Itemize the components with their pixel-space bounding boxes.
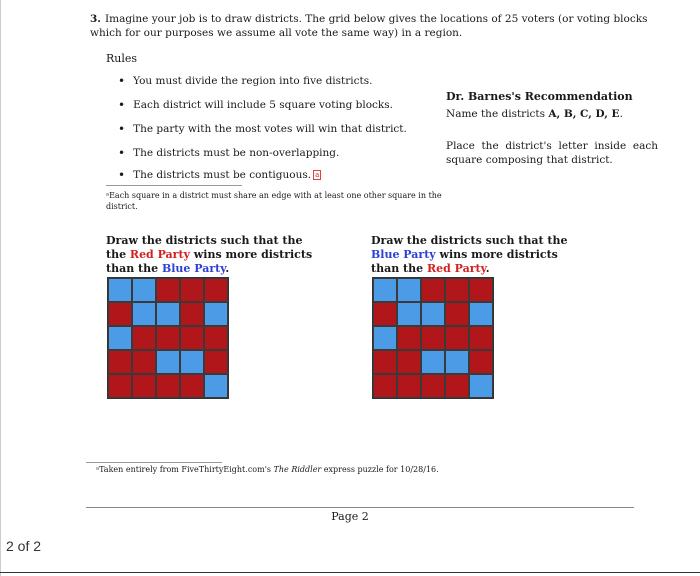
grid-cell[interactable] — [445, 374, 469, 398]
grid-cell[interactable] — [397, 278, 421, 302]
grid-cell[interactable] — [156, 326, 180, 350]
bullet-icon: • — [118, 98, 126, 112]
footnote-link[interactable]: a — [315, 171, 320, 179]
footnote-divider — [86, 462, 222, 463]
grid-cell[interactable] — [421, 278, 445, 302]
grid-cell[interactable] — [204, 302, 228, 326]
grid-cell[interactable] — [373, 350, 397, 374]
voter-grid-right[interactable] — [372, 277, 494, 399]
grid-cell[interactable] — [373, 326, 397, 350]
footnote-contiguous: ᵃEach square in a district must share an edge with at least one other square in the district. — [106, 191, 442, 211]
problem-text: Imagine your job is to draw districts. The grid below gives the locations of 25 voters (or voting blocks which for our purposes we assume all vote the same way) in a region. — [90, 13, 648, 39]
grid-cell[interactable] — [180, 326, 204, 350]
viewer-divider — [0, 572, 700, 573]
grid-cell[interactable] — [421, 374, 445, 398]
grid-cell[interactable] — [421, 350, 445, 374]
left-task-caption: Draw the districts such that the the Red Party wins more districts than the Blue Party. — [106, 234, 313, 275]
grid-cell[interactable] — [180, 278, 204, 302]
recommendation-title: Dr. Barnes's Recommendation — [446, 90, 633, 103]
grid-cell[interactable] — [469, 278, 493, 302]
grid-cell[interactable] — [108, 374, 132, 398]
grid-cell[interactable] — [108, 302, 132, 326]
grid-cell[interactable] — [421, 302, 445, 326]
grid-cell[interactable] — [373, 302, 397, 326]
grid-cell[interactable] — [445, 302, 469, 326]
grid-cell[interactable] — [397, 350, 421, 374]
grid-cell[interactable] — [397, 302, 421, 326]
recommendation-names: Name the districts A, B, C, D, E. — [446, 108, 623, 120]
grid-cell[interactable] — [156, 374, 180, 398]
recommendation-instructions: Place the district's letter inside each square composing that district. — [446, 140, 658, 166]
page-indicator: 2 of 2 — [6, 538, 42, 554]
bullet-icon: • — [118, 122, 126, 136]
problem-statement — [90, 12, 650, 40]
grid-cell[interactable] — [180, 350, 204, 374]
grid-cell[interactable] — [132, 302, 156, 326]
grid-cell[interactable] — [108, 326, 132, 350]
footnote-source: ᵃTaken entirely from FiveThirtyEight.com's The Riddler express puzzle for 10/28/16. — [96, 465, 439, 474]
footnote-divider — [106, 185, 242, 186]
grid-cell[interactable] — [132, 374, 156, 398]
rule-item: • The districts must be non-overlapping. — [118, 146, 340, 160]
bullet-icon: • — [118, 146, 126, 160]
right-task-caption: Draw the districts such that the Blue Party wins more districts than the Red Party. — [371, 234, 568, 275]
grid-cell[interactable] — [108, 350, 132, 374]
grid-cell[interactable] — [132, 350, 156, 374]
grid-cell[interactable] — [156, 302, 180, 326]
grid-cell[interactable] — [469, 302, 493, 326]
grid-cell[interactable] — [156, 350, 180, 374]
page-number: Page 2 — [331, 510, 369, 523]
page-edge — [0, 0, 1, 576]
voter-grid-left[interactable] — [107, 277, 229, 399]
grid-cell[interactable] — [132, 326, 156, 350]
grid-cell[interactable] — [397, 326, 421, 350]
grid-cell[interactable] — [373, 278, 397, 302]
grid-cell[interactable] — [180, 374, 204, 398]
grid-cell[interactable] — [373, 374, 397, 398]
grid-cell[interactable] — [469, 374, 493, 398]
grid-cell[interactable] — [445, 350, 469, 374]
rule-item: • You must divide the region into five districts. — [118, 74, 373, 88]
rule-item: • Each district will include 5 square voting blocks. — [118, 98, 394, 112]
problem-number: 3. — [90, 13, 101, 25]
page-divider — [86, 507, 634, 508]
grid-cell[interactable] — [204, 374, 228, 398]
grid-cell[interactable] — [469, 350, 493, 374]
grid-cell[interactable] — [397, 374, 421, 398]
grid-cell[interactable] — [204, 278, 228, 302]
rule-item: • The districts must be contiguous. a — [118, 168, 320, 182]
grid-cell[interactable] — [421, 326, 445, 350]
grid-cell[interactable] — [445, 278, 469, 302]
grid-cell[interactable] — [204, 350, 228, 374]
grid-cell[interactable] — [108, 278, 132, 302]
bullet-icon: • — [118, 168, 126, 182]
grid-cell[interactable] — [156, 278, 180, 302]
grid-cell[interactable] — [180, 302, 204, 326]
grid-cell[interactable] — [469, 326, 493, 350]
bullet-icon: • — [118, 74, 126, 88]
rule-item: • The party with the most votes will win that district. — [118, 122, 407, 136]
grid-cell[interactable] — [204, 326, 228, 350]
grid-cell[interactable] — [132, 278, 156, 302]
rules-heading: Rules — [106, 52, 138, 65]
grid-cell[interactable] — [445, 326, 469, 350]
